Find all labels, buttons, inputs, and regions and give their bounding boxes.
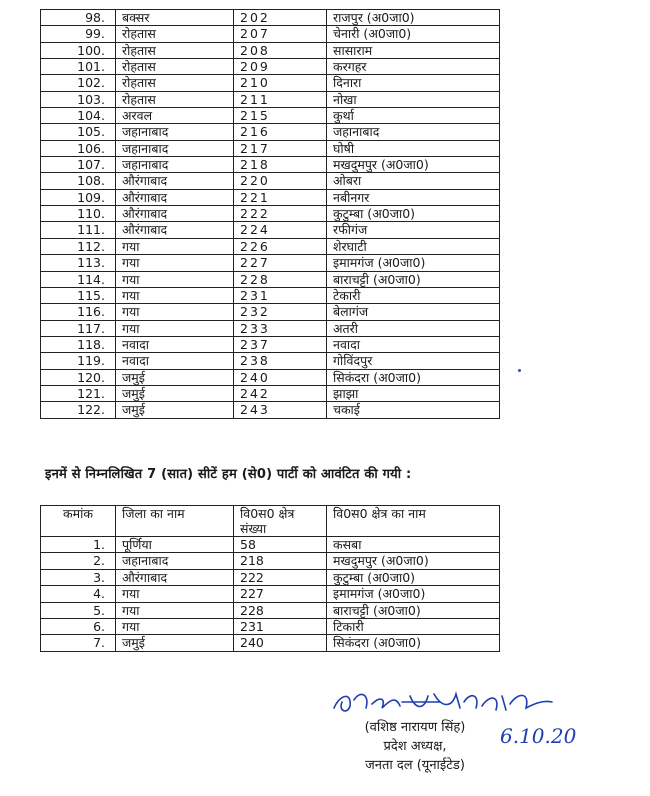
cell-district: गया — [116, 619, 234, 635]
cell-constituency-name: बाराचट्टी (अ0जा0) — [327, 271, 500, 287]
cell-constituency-name: नोखा — [327, 91, 500, 107]
table-row — [41, 255, 500, 271]
table-row — [41, 59, 500, 75]
cell-district: औरंगाबाद — [116, 222, 234, 238]
cell-serial: 106. — [41, 140, 116, 156]
cell-constituency-number: 231 — [234, 287, 327, 303]
cell-district: जहानाबाद — [116, 124, 234, 140]
cell-constituency-number: 210 — [234, 75, 327, 91]
cell-constituency-number: 226 — [234, 238, 327, 254]
cell-district: जहानाबाद — [116, 157, 234, 173]
table-header-row — [41, 506, 500, 537]
cell-constituency-number: 228 — [234, 271, 327, 287]
cell-district: नवादा — [116, 353, 234, 369]
cell-constituency-name: बाराचट्टी (अ0जा0) — [327, 602, 500, 618]
cell-constituency-name: टेकारी — [327, 287, 500, 303]
handwritten-signature — [330, 686, 560, 720]
cell-serial: 111. — [41, 222, 116, 238]
cell-district: जहानाबाद — [116, 553, 234, 569]
cell-constituency-name: जहानाबाद — [327, 124, 500, 140]
cell-serial: 118. — [41, 336, 116, 352]
cell-district: पूर्णिया — [116, 537, 234, 553]
cell-constituency-name: रफीगंज — [327, 222, 500, 238]
cell-constituency-number: 209 — [234, 59, 327, 75]
cell-district: गया — [116, 271, 234, 287]
table-row — [41, 189, 500, 205]
table-row — [41, 91, 500, 107]
allotted-seats-table — [40, 505, 500, 652]
cell-district: रोहतास — [116, 59, 234, 75]
cell-constituency-number: 231 — [234, 619, 327, 635]
cell-district: रोहतास — [116, 42, 234, 58]
cell-constituency-name: कुर्था — [327, 108, 500, 124]
cell-district: रोहतास — [116, 91, 234, 107]
cell-constituency-number: 58 — [234, 537, 327, 553]
cell-constituency-name: इमामगंज (अ0जा0) — [327, 586, 500, 602]
cell-constituency-name: अतरी — [327, 320, 500, 336]
signature-date: 6.10.20 — [500, 724, 577, 748]
cell-serial: 98. — [41, 10, 116, 26]
cell-constituency-number: 228 — [234, 602, 327, 618]
cell-district: जहानाबाद — [116, 140, 234, 156]
cell-constituency-number: 238 — [234, 353, 327, 369]
cell-constituency-number: 224 — [234, 222, 327, 238]
signatory-party: जनता दल (यूनाईटेड) — [365, 758, 465, 773]
cell-constituency-number: 222 — [234, 206, 327, 222]
cell-constituency-name: घोषी — [327, 140, 500, 156]
cell-constituency-name: टिकारी — [327, 619, 500, 635]
cell-constituency-number: 202 — [234, 10, 327, 26]
table-row — [41, 320, 500, 336]
cell-district: रोहतास — [116, 26, 234, 42]
cell-constituency-number: 218 — [234, 553, 327, 569]
cell-constituency-number: 242 — [234, 385, 327, 401]
cell-constituency-number: 240 — [234, 635, 327, 651]
table-row — [41, 602, 500, 618]
cell-constituency-number: 237 — [234, 336, 327, 352]
cell-serial: 4. — [41, 586, 116, 602]
cell-constituency-number: 227 — [234, 586, 327, 602]
cell-constituency-number: 233 — [234, 320, 327, 336]
cell-district: गया — [116, 602, 234, 618]
cell-constituency-name: चकाई — [327, 402, 500, 418]
cell-serial: 112. — [41, 238, 116, 254]
table-row — [41, 75, 500, 91]
header-constituency-name: वि0स0 क्षेत्र का नाम — [327, 506, 500, 537]
cell-serial: 113. — [41, 255, 116, 271]
cell-constituency-number: 243 — [234, 402, 327, 418]
cell-serial: 100. — [41, 42, 116, 58]
cell-constituency-number: 211 — [234, 91, 327, 107]
table-row — [41, 206, 500, 222]
cell-constituency-number: 227 — [234, 255, 327, 271]
cell-constituency-name: चेनारी (अ0जा0) — [327, 26, 500, 42]
cell-district: औरंगाबाद — [116, 173, 234, 189]
table-row — [41, 140, 500, 156]
signatory-block — [330, 718, 500, 775]
table-row — [41, 157, 500, 173]
cell-constituency-number: 218 — [234, 157, 327, 173]
table-row — [41, 124, 500, 140]
cell-district: गया — [116, 287, 234, 303]
signatory-designation: प्रदेश अध्यक्ष, — [383, 739, 447, 754]
cell-serial: 99. — [41, 26, 116, 42]
cell-serial: 117. — [41, 320, 116, 336]
cell-constituency-number: 215 — [234, 108, 327, 124]
cell-district: रोहतास — [116, 75, 234, 91]
table-row — [41, 402, 500, 418]
cell-serial: 105. — [41, 124, 116, 140]
cell-district: जमुई — [116, 635, 234, 651]
cell-serial: 120. — [41, 369, 116, 385]
table-row — [41, 287, 500, 303]
cell-constituency-name: बेलागंज — [327, 304, 500, 320]
cell-constituency-name: नवादा — [327, 336, 500, 352]
cell-district: अरवल — [116, 108, 234, 124]
ink-dot — [518, 369, 521, 372]
cell-constituency-name: इमामगंज (अ0जा0) — [327, 255, 500, 271]
cell-district: औरंगाबाद — [116, 189, 234, 205]
cell-constituency-number: 222 — [234, 569, 327, 585]
header-district: जिला का नाम — [116, 506, 234, 537]
table-row — [41, 369, 500, 385]
cell-district: जमुई — [116, 369, 234, 385]
table-row — [41, 173, 500, 189]
cell-district: बक्सर — [116, 10, 234, 26]
table-row — [41, 553, 500, 569]
cell-district: गया — [116, 586, 234, 602]
cell-constituency-name: दिनारा — [327, 75, 500, 91]
cell-serial: 107. — [41, 157, 116, 173]
cell-serial: 102. — [41, 75, 116, 91]
table-row — [41, 619, 500, 635]
cell-serial: 6. — [41, 619, 116, 635]
table-row — [41, 336, 500, 352]
constituency-table-body — [41, 10, 500, 419]
cell-constituency-name: सिकंदरा (अ0जा0) — [327, 369, 500, 385]
cell-serial: 114. — [41, 271, 116, 287]
cell-district: औरंगाबाद — [116, 569, 234, 585]
cell-serial: 101. — [41, 59, 116, 75]
cell-constituency-name: सासाराम — [327, 42, 500, 58]
allotted-seats-table-body — [41, 537, 500, 652]
cell-constituency-name: कुटुम्बा (अ0जा0) — [327, 206, 500, 222]
cell-constituency-name: शेरघाटी — [327, 238, 500, 254]
cell-district: जमुई — [116, 385, 234, 401]
cell-constituency-name: सिकंदरा (अ0जा0) — [327, 635, 500, 651]
cell-constituency-name: ओबरा — [327, 173, 500, 189]
cell-district: गया — [116, 255, 234, 271]
table-row — [41, 10, 500, 26]
cell-district: गया — [116, 304, 234, 320]
cell-constituency-name: मखदुमपुर (अ0जा0) — [327, 157, 500, 173]
cell-serial: 5. — [41, 602, 116, 618]
cell-constituency-number: 207 — [234, 26, 327, 42]
table-row — [41, 222, 500, 238]
cell-constituency-name: नबीनगर — [327, 189, 500, 205]
cell-constituency-number: 232 — [234, 304, 327, 320]
cell-constituency-name: मखदुमपुर (अ0जा0) — [327, 553, 500, 569]
cell-serial: 121. — [41, 385, 116, 401]
cell-serial: 1. — [41, 537, 116, 553]
table-row — [41, 353, 500, 369]
cell-district: नवादा — [116, 336, 234, 352]
cell-serial: 7. — [41, 635, 116, 651]
header-constituency-number: वि0स0 क्षेत्र संख्या — [234, 506, 327, 537]
table-row — [41, 635, 500, 651]
cell-serial: 119. — [41, 353, 116, 369]
constituency-table — [40, 9, 500, 419]
table-row — [41, 26, 500, 42]
cell-serial: 110. — [41, 206, 116, 222]
cell-constituency-number: 240 — [234, 369, 327, 385]
cell-constituency-name: कसबा — [327, 537, 500, 553]
table-row — [41, 385, 500, 401]
signatory-name: (वशिष्ठ नारायण सिंह) — [364, 720, 466, 735]
cell-constituency-name: कुटुम्बा (अ0जा0) — [327, 569, 500, 585]
cell-constituency-name: झाझा — [327, 385, 500, 401]
cell-district: औरंगाबाद — [116, 206, 234, 222]
cell-constituency-name: करगहर — [327, 59, 500, 75]
allotment-statement: इनमें से निम्नलिखित 7 (सात) सीटें हम (से0) पार्टी को आवंटित की गयी : — [45, 467, 412, 482]
table-row — [41, 304, 500, 320]
table-row — [41, 108, 500, 124]
cell-serial: 115. — [41, 287, 116, 303]
cell-serial: 108. — [41, 173, 116, 189]
cell-serial: 116. — [41, 304, 116, 320]
cell-serial: 3. — [41, 569, 116, 585]
cell-constituency-number: 220 — [234, 173, 327, 189]
cell-constituency-number: 217 — [234, 140, 327, 156]
cell-serial: 109. — [41, 189, 116, 205]
cell-district: जमुई — [116, 402, 234, 418]
cell-serial: 103. — [41, 91, 116, 107]
table-row — [41, 569, 500, 585]
table-row — [41, 537, 500, 553]
cell-constituency-number: 216 — [234, 124, 327, 140]
cell-serial: 104. — [41, 108, 116, 124]
table-row — [41, 586, 500, 602]
cell-constituency-number: 221 — [234, 189, 327, 205]
table-row — [41, 271, 500, 287]
cell-constituency-name: गोविंदपुर — [327, 353, 500, 369]
cell-constituency-number: 208 — [234, 42, 327, 58]
table-row — [41, 42, 500, 58]
table-row — [41, 238, 500, 254]
cell-constituency-name: राजपुर (अ0जा0) — [327, 10, 500, 26]
cell-serial: 2. — [41, 553, 116, 569]
header-serial: कमांक — [41, 506, 116, 537]
cell-serial: 122. — [41, 402, 116, 418]
cell-district: गया — [116, 238, 234, 254]
cell-district: गया — [116, 320, 234, 336]
